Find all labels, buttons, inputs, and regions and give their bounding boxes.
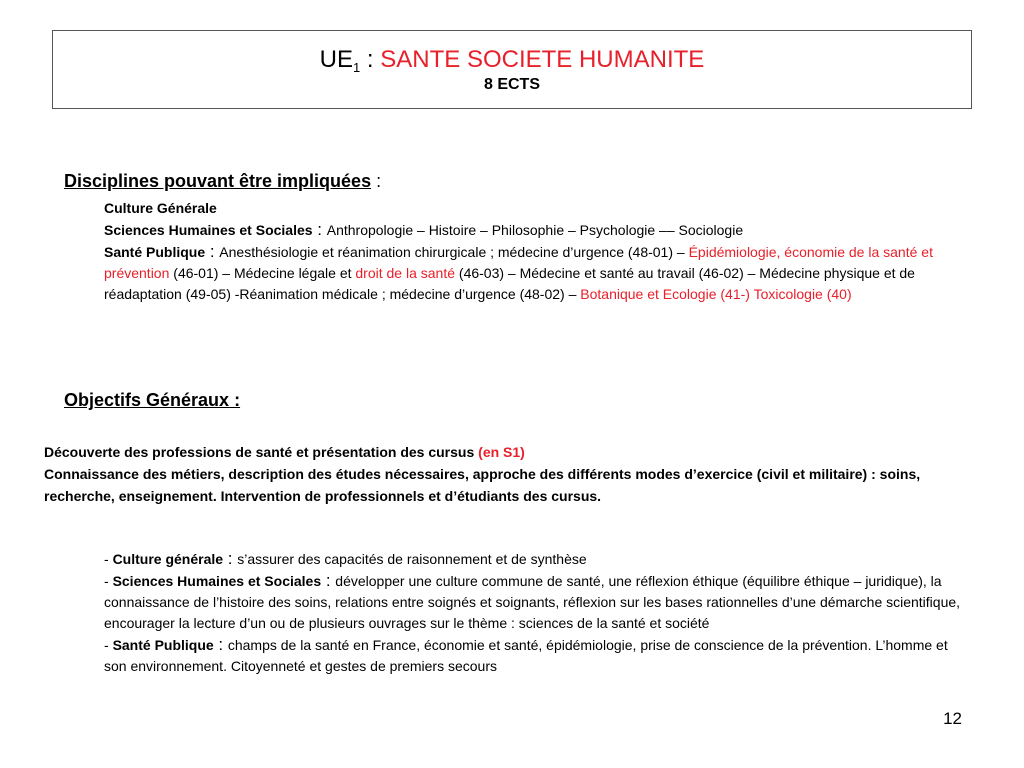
objectifs-heading-text: Objectifs Généraux (64, 390, 230, 410)
title-main: SANTE SOCIETE HUMANITE (380, 46, 705, 73)
disciplines-heading (64, 170, 381, 192)
sp-red-1: Épidémiologie, économie de la santé et prévention (104, 244, 933, 281)
disciplines-heading-colon: : (371, 171, 382, 191)
objectif-item-culture (104, 548, 964, 570)
intro-line-1 (44, 441, 974, 463)
sp-red-3: Botanique et Ecologie (41-) Toxicologie (40) (580, 286, 852, 302)
disciplines-list (104, 198, 964, 305)
item-dash: - (104, 573, 113, 589)
item-text: champs de la santé en France, économie et santé, épidémiologie, prise de conscience de la prévention. L’homme et son environnement. Citoyenneté et gestes de premiers secours (104, 637, 948, 674)
discipline-culture: Culture Générale (104, 200, 217, 216)
shs-label: Sciences Humaines et Sociales (104, 222, 313, 238)
slide-title (53, 45, 971, 75)
sp-red-2: droit de la santé (355, 265, 456, 281)
item-colon: : (213, 635, 228, 654)
item-label: Santé Publique (112, 637, 214, 653)
sp-text-3: (46-03) – Médecine et santé au travail (46-02) – Médecine physique et de réadaptation (49-05) -Réanimation médicale ; médecine d’urgence (48-02) – (104, 265, 915, 302)
disciplines-heading-text: Disciplines pouvant être impliquées (64, 171, 372, 191)
objectifs-heading-colon: : (229, 390, 241, 410)
intro-1-text: Découverte des professions de santé et présentation des cursus (44, 444, 479, 460)
item-colon: : (223, 549, 238, 568)
sp-label: Santé Publique (104, 244, 206, 260)
title-box (52, 30, 972, 109)
discipline-shs (104, 219, 964, 241)
objectifs-intro (44, 441, 974, 507)
objectifs-heading (64, 389, 240, 411)
item-label: Culture générale (112, 551, 224, 567)
item-label: Sciences Humaines et Sociales (112, 573, 322, 589)
discipline-sante-publique (104, 241, 964, 305)
title-separator: : (360, 46, 381, 73)
intro-line-2: Connaissance des métiers, description des études nécessaires, approche des différents modes d’exercice (civil et militaire) : soins, recherche, enseignement. Intervention de professionnels et d’étudiants des cursus. (44, 466, 921, 504)
title-subscript: 1 (353, 60, 361, 75)
shs-text: Anthropologie – Histoire – Philosophie – Psychologie –– Sociologie (326, 222, 744, 238)
title-prefix: UE (319, 46, 354, 73)
sp-colon: : (205, 242, 220, 261)
item-dash: - (104, 551, 113, 567)
item-text: développer une culture commune de santé, une réflexion éthique (équilibre éthique – juridique), la connaissance de l’histoire des soins, relations entre soignés et soignants, réflexion sur les bases rationnelles d’une démarche scientifique, encourager la lecture d’un ou de plusieurs ouvrages sur le thème : sciences de la santé et société (104, 573, 961, 631)
item-dash: - (104, 637, 113, 653)
sp-text-1: Anesthésiologie et réanimation chirurgicale ; médecine d’urgence (48-01) – (219, 244, 689, 260)
objectif-item-sante-publique (104, 634, 964, 677)
ects-label: 8 ECTS (483, 76, 540, 93)
item-colon: : (321, 571, 336, 590)
item-text: s’assurer des capacités de raisonnement et de synthèse (237, 551, 587, 567)
intro-1-red: (en S1) (478, 444, 525, 460)
objectif-item-shs (104, 570, 964, 634)
sp-text-2: (46-01) – Médecine légale et (169, 265, 356, 281)
objectifs-list (104, 548, 964, 677)
shs-colon: : (312, 220, 327, 239)
page-number: 12 (943, 709, 962, 728)
